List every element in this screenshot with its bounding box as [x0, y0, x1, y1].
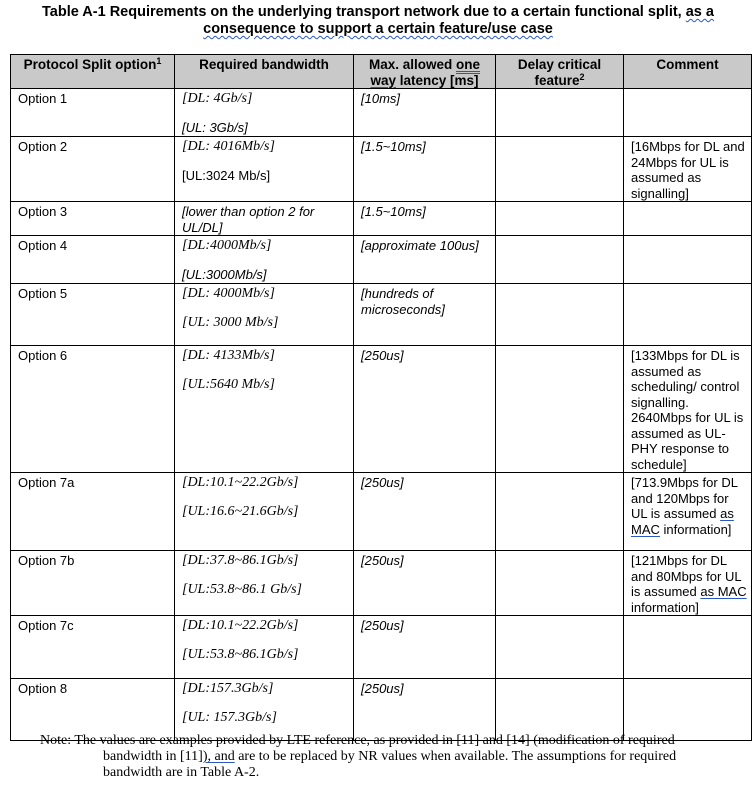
latency-cell: [approximate 100us] — [354, 236, 496, 284]
caption-tail: as a — [685, 4, 714, 20]
delay-cell — [496, 89, 624, 137]
table-row — [11, 473, 752, 551]
caption-text: Table A-1 Requirements on the underlying transport network due to a certain functional split, — [42, 4, 686, 20]
option-cell: Option 3 — [11, 202, 175, 236]
option-cell: Option 6 — [11, 346, 175, 473]
comment-cell: [133Mbps for DL is assumed as scheduling/ control signalling. 2640Mbps for UL is assumed as UL-PHY response to schedule] — [624, 346, 752, 473]
table-row — [11, 679, 752, 741]
latency-cell: [10ms] — [354, 89, 496, 137]
table-row — [11, 551, 752, 616]
note-line3: bandwidth are in Table A-2. — [103, 765, 260, 780]
table-row — [11, 346, 752, 473]
delay-cell — [496, 551, 624, 616]
comment-cell: [121Mbps for DL and 80Mbps for UL is assumed as MAC information] — [624, 551, 752, 616]
bandwidth-cell: [DL:10.1~22.2Gb/s] [UL:53.8~86.1Gb/s] — [175, 616, 354, 679]
comment-cell — [624, 679, 752, 741]
note-line1: Note: The values are examples provided by LTE reference, as provided in [11] and [14] (modification of required — [40, 733, 675, 748]
bandwidth-cell: [DL: 4133Mb/s] [UL:5640 Mb/s] — [175, 346, 354, 473]
delay-cell — [496, 346, 624, 473]
bandwidth-cell: [DL: 4000Mb/s] [UL: 3000 Mb/s] — [175, 284, 354, 346]
header-latency: Max. allowed one way latency [ms] — [354, 55, 496, 89]
option-cell: Option 1 — [11, 89, 175, 137]
delay-cell — [496, 137, 624, 202]
bandwidth-cell: [DL:4000Mb/s] [UL:3000Mb/s] — [175, 236, 354, 284]
bandwidth-cell: [DL:10.1~22.2Gb/s] [UL:16.6~21.6Gb/s] — [175, 473, 354, 551]
option-cell: Option 7c — [11, 616, 175, 679]
delay-cell — [496, 284, 624, 346]
latency-cell: [250us] — [354, 616, 496, 679]
option-cell: Option 2 — [11, 137, 175, 202]
latency-cell: [hundreds of microseconds] — [354, 284, 496, 346]
header-row — [11, 55, 752, 89]
delay-cell — [496, 616, 624, 679]
comment-cell: [713.9Mbps for DL and 120Mbps for UL is assumed as MAC information] — [624, 473, 752, 551]
table-caption-line2: consequence to support a certain feature/use case — [203, 21, 553, 37]
requirements-table — [10, 54, 752, 741]
table-row — [11, 284, 752, 346]
bandwidth-cell: [lower than option 2 for UL/DL] — [175, 202, 354, 236]
option-cell: Option 7b — [11, 551, 175, 616]
table-row — [11, 202, 752, 236]
latency-cell: [250us] — [354, 473, 496, 551]
bandwidth-cell: [DL: 4Gb/s] [UL: 3Gb/s] — [175, 89, 354, 137]
bandwidth-cell: [DL: 4016Mb/s] [UL:3024 Mb/s] — [175, 137, 354, 202]
bandwidth-cell: [DL:37.8~86.1Gb/s] [UL:53.8~86.1 Gb/s] — [175, 551, 354, 616]
comment-cell — [624, 236, 752, 284]
comment-cell — [624, 284, 752, 346]
delay-cell — [496, 236, 624, 284]
latency-cell: [1.5~10ms] — [354, 137, 496, 202]
bandwidth-cell: [DL:157.3Gb/s] [UL: 157.3Gb/s] — [175, 679, 354, 741]
table-caption-line1 — [0, 4, 756, 21]
option-cell: Option 7a — [11, 473, 175, 551]
header-delay-critical: Delay critical feature$^2$ — [496, 55, 624, 89]
option-cell: Option 4 — [11, 236, 175, 284]
table-row — [11, 236, 752, 284]
header-comment: Comment — [624, 55, 752, 89]
delay-cell — [496, 473, 624, 551]
header-split-option: Protocol Split option$^1$ — [11, 55, 175, 89]
comment-cell — [624, 89, 752, 137]
delay-cell — [496, 679, 624, 741]
table-note — [40, 733, 740, 781]
latency-cell: [250us] — [354, 346, 496, 473]
comment-cell — [624, 616, 752, 679]
table-row — [11, 137, 752, 202]
comment-cell — [624, 202, 752, 236]
header-bandwidth: Required bandwidth — [175, 55, 354, 89]
table-row — [11, 616, 752, 679]
delay-cell — [496, 202, 624, 236]
latency-cell: [1.5~10ms] — [354, 202, 496, 236]
table-row — [11, 89, 752, 137]
option-cell: Option 5 — [11, 284, 175, 346]
comment-cell: [16Mbps for DL and 24Mbps for UL is assumed as signalling] — [624, 137, 752, 202]
latency-cell: [250us] — [354, 551, 496, 616]
table-caption — [0, 4, 756, 38]
latency-cell: [250us] — [354, 679, 496, 741]
note-line2: bandwidth in [11]), and are to be replaced by NR values when available. The assumptions for required — [103, 749, 677, 764]
option-cell: Option 8 — [11, 679, 175, 741]
